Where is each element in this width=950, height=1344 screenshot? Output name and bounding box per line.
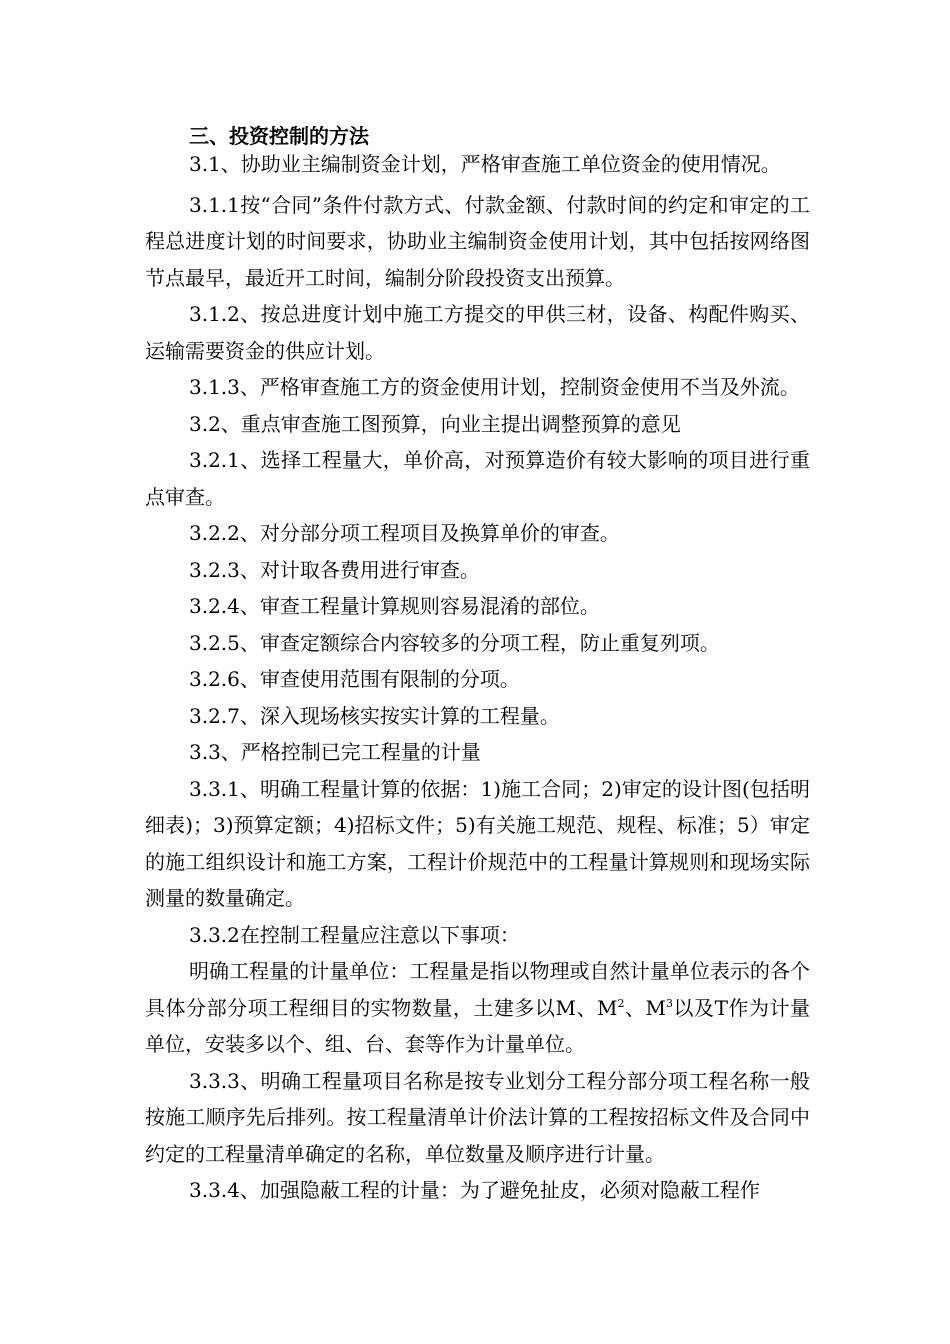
paragraph-3-2-2: 3.2.2、对分部分项工程项目及换算单价的审查。 [189, 521, 620, 545]
paragraph-3-3-1: 3.3.1、明确工程量计算的依据：1)施工合同；2)审定的设计图(包括明细表)；3)预算定额；4)招标文件；5)有关施工规范、规程、标准；5）审定的施工组织设计和施工方案，工程计价规范中的工程量计算规则和现场实际测量的数量确定。 [145, 776, 810, 910]
paragraph-3-3-4: 3.3.4、加强隐蔽工程的计量：为了避免扯皮，必须对隐蔽工程作 [189, 1178, 760, 1202]
section-heading: 三、投资控制的方法 [189, 124, 369, 148]
paragraph-3-1-2: 3.1.2、按总进度计划中施工方提交的甲供三材，设备、构配件购买、运输需要资金的供应计划。 [145, 302, 810, 363]
paragraph-3-2-5: 3.2.5、审查定额综合内容较多的分项工程，防止重复列项。 [189, 630, 720, 655]
paragraph-3-3-2: 3.3.2在控制工程量应注意以下事项： [189, 922, 520, 947]
units-text-middle: 、M [624, 995, 666, 1020]
paragraph-3-1: 3.1、协助业主编制资金计划，严格审查施工单位资金的使用情况。 [189, 152, 781, 176]
document-body [145, 122, 810, 1209]
paragraph-3-2-1: 3.2.1、选择工程量大，单价高，对预算造价有较大影响的项目进行重点审查。 [145, 448, 810, 509]
paragraph-3-2-6: 3.2.6、审查使用范围有限制的分项。 [189, 667, 520, 691]
units-text-before: 明确工程量的计量单位：工程量是指以物理或自然计量单位表示的各个具体分部分项工程细目的实物数量，土建多以M、M [145, 959, 810, 1020]
units-superscript-3: 3 [666, 996, 673, 1010]
paragraph-3-3: 3.3、严格控制已完工程量的计量 [189, 740, 481, 764]
units-text-after: 以及T作为计量单位，安装多以个、组、台、套等作为计量单位。 [145, 995, 810, 1056]
units-superscript-2: 2 [617, 996, 625, 1010]
paragraph-3-1-3: 3.1.3、严格审查施工方的资金使用计划，控制资金使用不当及外流。 [189, 375, 800, 399]
paragraph-3-2: 3.2、重点审查施工图预算，向业主提出调整预算的意见 [189, 411, 681, 436]
paragraph-3-2-7: 3.2.7、深入现场核实按实计算的工程量。 [189, 703, 560, 728]
paragraph-units [145, 953, 810, 1063]
paragraph-3-2-4: 3.2.4、审查工程量计算规则容易混淆的部位。 [189, 594, 600, 618]
paragraph-3-3-3: 3.3.3、明确工程量项目名称是按专业划分工程分部分项工程名称一般按施工顺序先后排列。按工程量清单计价法计算的工程按招标文件及合同中约定的工程量清单确定的名称，单位数量及顺序进行计量。 [145, 1068, 810, 1166]
paragraph-3-2-3: 3.2.3、对计取各费用进行审查。 [189, 557, 480, 582]
paragraph-3-1-1: 3.1.1按“合同”条件付款方式、付款金额、付款时间的约定和审定的工程总进度计划的时间要求，协助业主编制资金使用计划，其中包括按网络图节点最早，最近开工时间，编制分阶段投资支出预算。 [145, 192, 810, 290]
